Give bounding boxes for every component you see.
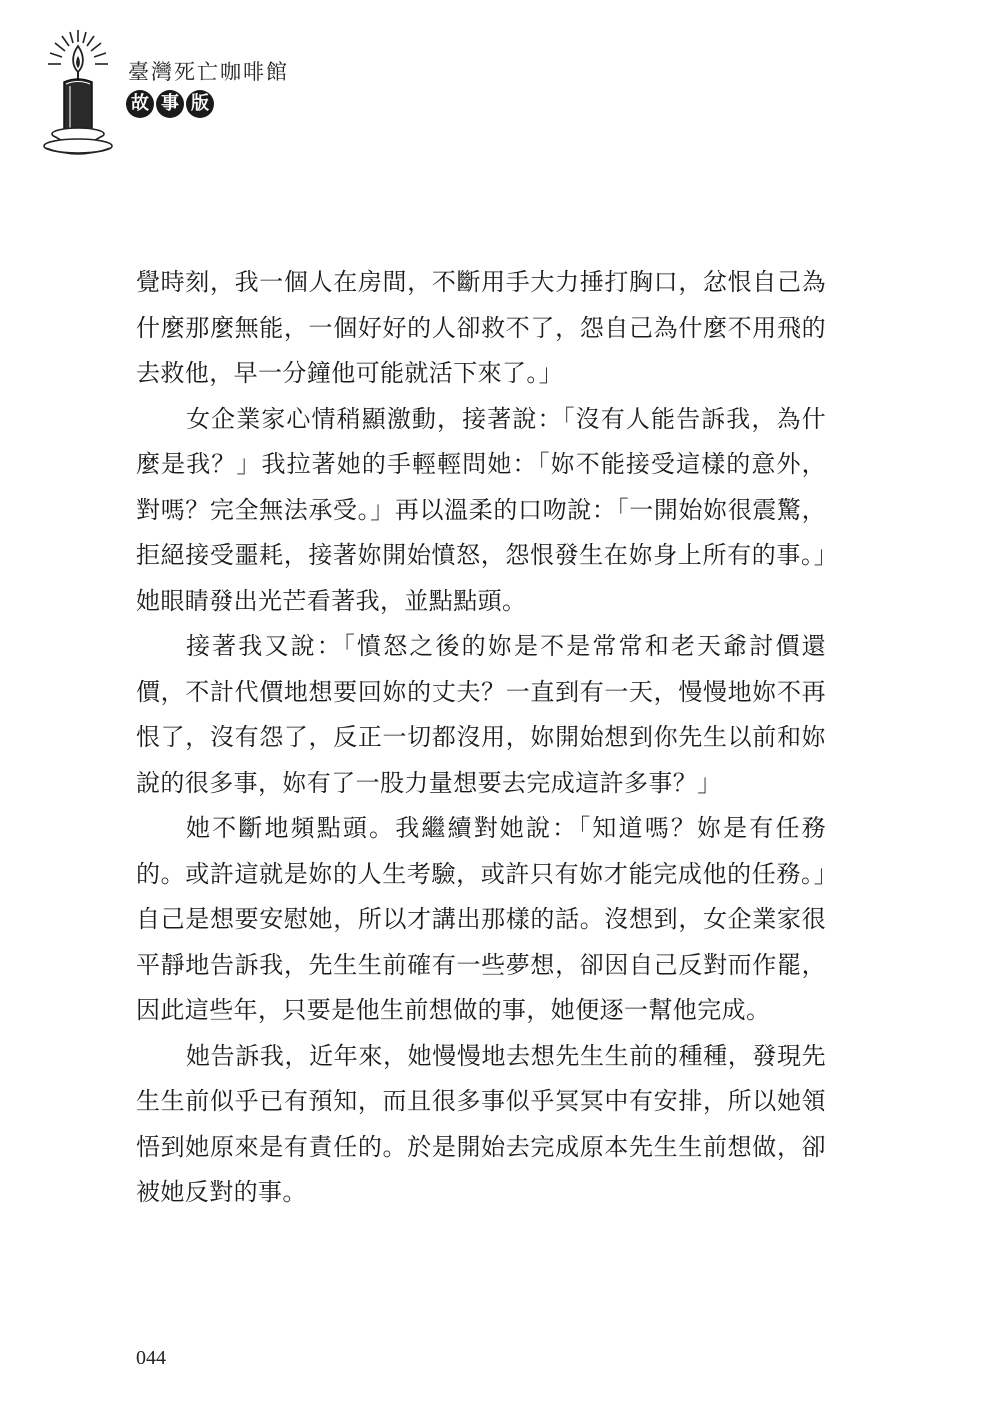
edition-char: 版 (186, 90, 214, 118)
paragraph: 她告訴我，近年來，她慢慢地去想先生生前的種種，發現先生生前似乎已有預知，而且很多事似乎冥冥中有安排，所以她領悟到她原來是有責任的。於是開始去完成原本先生生前想做，卻被她反對的事。 (136, 1041, 826, 1206)
body-text (136, 260, 826, 1216)
paragraph: 覺時刻，我一個人在房間，不斷用手大力捶打胸口，忿恨自己為什麼那麼無能，一個好好的人卻救不了，怨自己為什麼不用飛的去救他，早一分鐘他可能就活下來了。」 (136, 268, 826, 387)
paragraph: 她不斷地頻點頭。我繼續對她說：「知道嗎？妳是有任務的。或許這就是妳的人生考驗，或許只有妳才能完成他的任務。」自己是想要安慰她，所以才講出那樣的話。沒想到，女企業家很平靜地告訴我，先生生前確有一些夢想，卻因自己反對而作罷，因此這些年，只要是他生前想做的事，她便逐一幫他完成。 (136, 814, 826, 1024)
edition-char: 故 (126, 90, 154, 118)
candle-icon (40, 28, 122, 158)
page-number: 044 (136, 1347, 166, 1369)
edition-badge (126, 90, 214, 118)
paragraph: 女企業家心情稍顯激動，接著說：「沒有人能告訴我，為什麼是我？」我拉著她的手輕輕問她：「妳不能接受這樣的意外，對嗎？完全無法承受。」再以溫柔的口吻說：「一開始妳很震驚，拒絕接受噩耗，接著妳開始憤怒，怨恨發生在妳身上所有的事。」她眼睛發出光芒看著我，並點點頭。 (136, 404, 826, 615)
series-title: 臺灣死亡咖啡館 (128, 60, 289, 84)
paragraph: 接著我又說：「憤怒之後的妳是不是常常和老天爺討價還價，不計代價地想要回妳的丈夫？一直到有一天，慢慢地妳不再恨了，沒有怨了，反正一切都沒用，妳開始想到你先生以前和妳說的很多事，妳有了一股力量想要去完成這許多事？」 (136, 632, 826, 797)
edition-char: 事 (156, 90, 184, 118)
running-header (40, 28, 440, 168)
